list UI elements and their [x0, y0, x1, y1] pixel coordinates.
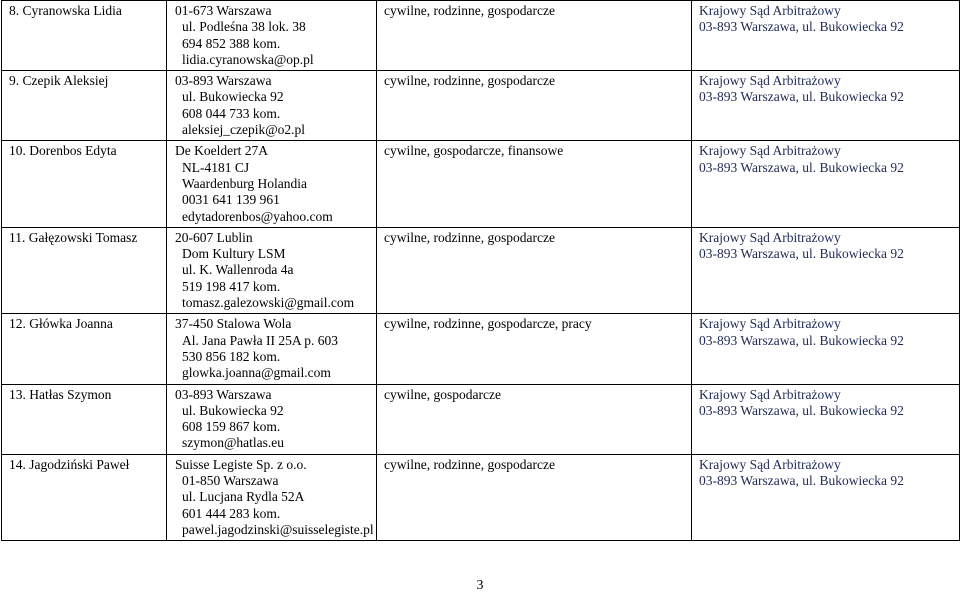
court-line: Krajowy Sąd Arbitrażowy [699, 456, 841, 472]
address-line: 601 444 283 kom. [182, 505, 281, 521]
address-line: edytadorenbos@yahoo.com [182, 208, 333, 224]
specialization-text: cywilne, rodzinne, gospodarcze [384, 3, 555, 18]
table-row [2, 71, 960, 141]
address-line: 608 044 733 kom. [182, 105, 281, 121]
court-cell [692, 71, 960, 141]
address-line: 03-893 Warszawa [175, 386, 272, 402]
address-line: Al. Jana Pawła II 25A p. 603 [182, 332, 338, 348]
court-line: Krajowy Sąd Arbitrażowy [699, 229, 841, 245]
court-cell [692, 141, 960, 227]
arbitrator-name: 12. Główka Joanna [9, 316, 113, 332]
court-line: 03-893 Warszawa, ul. Bukowiecka 92 [699, 402, 904, 418]
address-cell [167, 141, 377, 227]
arbitrator-name: 9. Czepik Aleksiej [9, 73, 109, 89]
address-line: glowka.joanna@gmail.com [182, 365, 331, 381]
table-row [2, 384, 960, 454]
court-line: 03-893 Warszawa, ul. Bukowiecka 92 [699, 332, 904, 348]
address-cell [167, 227, 377, 313]
scope-cell [377, 71, 692, 141]
address-line: ul. Lucjana Rydla 52A [182, 489, 305, 505]
arbitrator-table-body [2, 1, 960, 541]
specialization-text: cywilne, gospodarcze [384, 386, 501, 402]
address-line: De Koeldert 27A [175, 143, 268, 159]
arbitrator-name-cell [2, 454, 167, 540]
table-row [2, 227, 960, 313]
address-line: Waardenburg Holandia [182, 175, 307, 191]
table-row [2, 1, 960, 71]
arbitrator-name-cell [2, 384, 167, 454]
address-line: ul. Podleśna 38 lok. 38 [182, 19, 306, 35]
page-number: 3 [476, 578, 484, 593]
address-line: aleksiej_czepik@o2.pl [182, 122, 306, 138]
court-line: Krajowy Sąd Arbitrażowy [699, 143, 841, 159]
scope-cell [377, 384, 692, 454]
scope-cell [377, 314, 692, 384]
address-line: 20-607 Lublin [175, 229, 253, 245]
address-line: NL-4181 CJ [182, 159, 250, 175]
address-cell [167, 71, 377, 141]
court-cell [692, 227, 960, 313]
arbitrator-name: 13. Hatłas Szymon [9, 386, 112, 402]
address-line: 530 856 182 kom. [182, 348, 281, 364]
court-line: 03-893 Warszawa, ul. Bukowiecka 92 [699, 246, 904, 262]
scope-cell [377, 141, 692, 227]
address-line: szymon@hatlas.eu [182, 435, 285, 451]
table-row [2, 314, 960, 384]
court-line: Krajowy Sąd Arbitrażowy [699, 386, 841, 402]
address-line: ul. Bukowiecka 92 [182, 402, 284, 418]
specialization-text: cywilne, rodzinne, gospodarcze [384, 73, 555, 89]
address-cell [167, 1, 377, 71]
court-line: 03-893 Warszawa, ul. Bukowiecka 92 [699, 473, 904, 489]
arbitrator-name: 11. Gałęzowski Tomasz [9, 229, 138, 245]
address-line: 608 159 867 kom. [182, 419, 281, 435]
address-cell [167, 384, 377, 454]
scope-cell [377, 227, 692, 313]
specialization-text: cywilne, rodzinne, gospodarcze [384, 229, 555, 245]
table-row [2, 141, 960, 227]
specialization-text: cywilne, rodzinne, gospodarcze [384, 456, 555, 472]
address-line: Dom Kultury LSM [182, 246, 286, 262]
court-cell [692, 454, 960, 540]
address-cell [167, 314, 377, 384]
address-line: 694 852 388 kom. [182, 35, 281, 51]
court-cell [692, 384, 960, 454]
court-line: 03-893 Warszawa, ul. Bukowiecka 92 [699, 89, 904, 105]
court-cell [692, 314, 960, 384]
specialization-text: cywilne, rodzinne, gospodarcze, pracy [384, 316, 592, 332]
court-cell [692, 1, 960, 71]
court-line: Krajowy Sąd Arbitrażowy [699, 73, 841, 89]
arbitrator-name: 10. Dorenbos Edyta [9, 143, 117, 159]
address-line: lidia.cyranowska@op.pl [182, 51, 314, 67]
address-line: Suisse Legiste Sp. z o.o. [175, 456, 307, 472]
address-line: ul. K. Wallenroda 4a [182, 262, 294, 278]
table-row [2, 454, 960, 540]
address-line: 01-850 Warszawa [182, 473, 279, 489]
address-line: 37-450 Stalowa Wola [175, 316, 292, 332]
address-line: 01-673 Warszawa [175, 3, 272, 18]
address-line: tomasz.galezowski@gmail.com [182, 295, 355, 311]
address-line: pawel.jagodzinski@suisselegiste.pl [182, 521, 374, 537]
scope-cell [377, 454, 692, 540]
address-cell [167, 454, 377, 540]
court-line: 03-893 Warszawa, ul. Bukowiecka 92 [699, 159, 904, 175]
scope-cell [377, 1, 692, 71]
court-line: Krajowy Sąd Arbitrażowy [699, 316, 841, 332]
arbitrator-name-cell [2, 71, 167, 141]
address-line: ul. Bukowiecka 92 [182, 89, 284, 105]
arbitrator-name-cell [2, 1, 167, 71]
arbitrator-name: 14. Jagodziński Paweł [9, 456, 130, 472]
court-line: 03-893 Warszawa, ul. Bukowiecka 92 [699, 19, 904, 35]
arbitrator-name-cell [2, 227, 167, 313]
specialization-text: cywilne, gospodarcze, finansowe [384, 143, 564, 159]
arbitrator-name-cell [2, 314, 167, 384]
address-line: 519 198 417 kom. [182, 278, 281, 294]
court-line: Krajowy Sąd Arbitrażowy [699, 3, 841, 18]
address-line: 0031 641 139 961 [182, 192, 280, 208]
address-line: 03-893 Warszawa [175, 73, 272, 89]
arbitrator-name: 8. Cyranowska Lidia [9, 3, 122, 18]
arbitrator-table [1, 0, 960, 541]
arbitrator-name-cell [2, 141, 167, 227]
